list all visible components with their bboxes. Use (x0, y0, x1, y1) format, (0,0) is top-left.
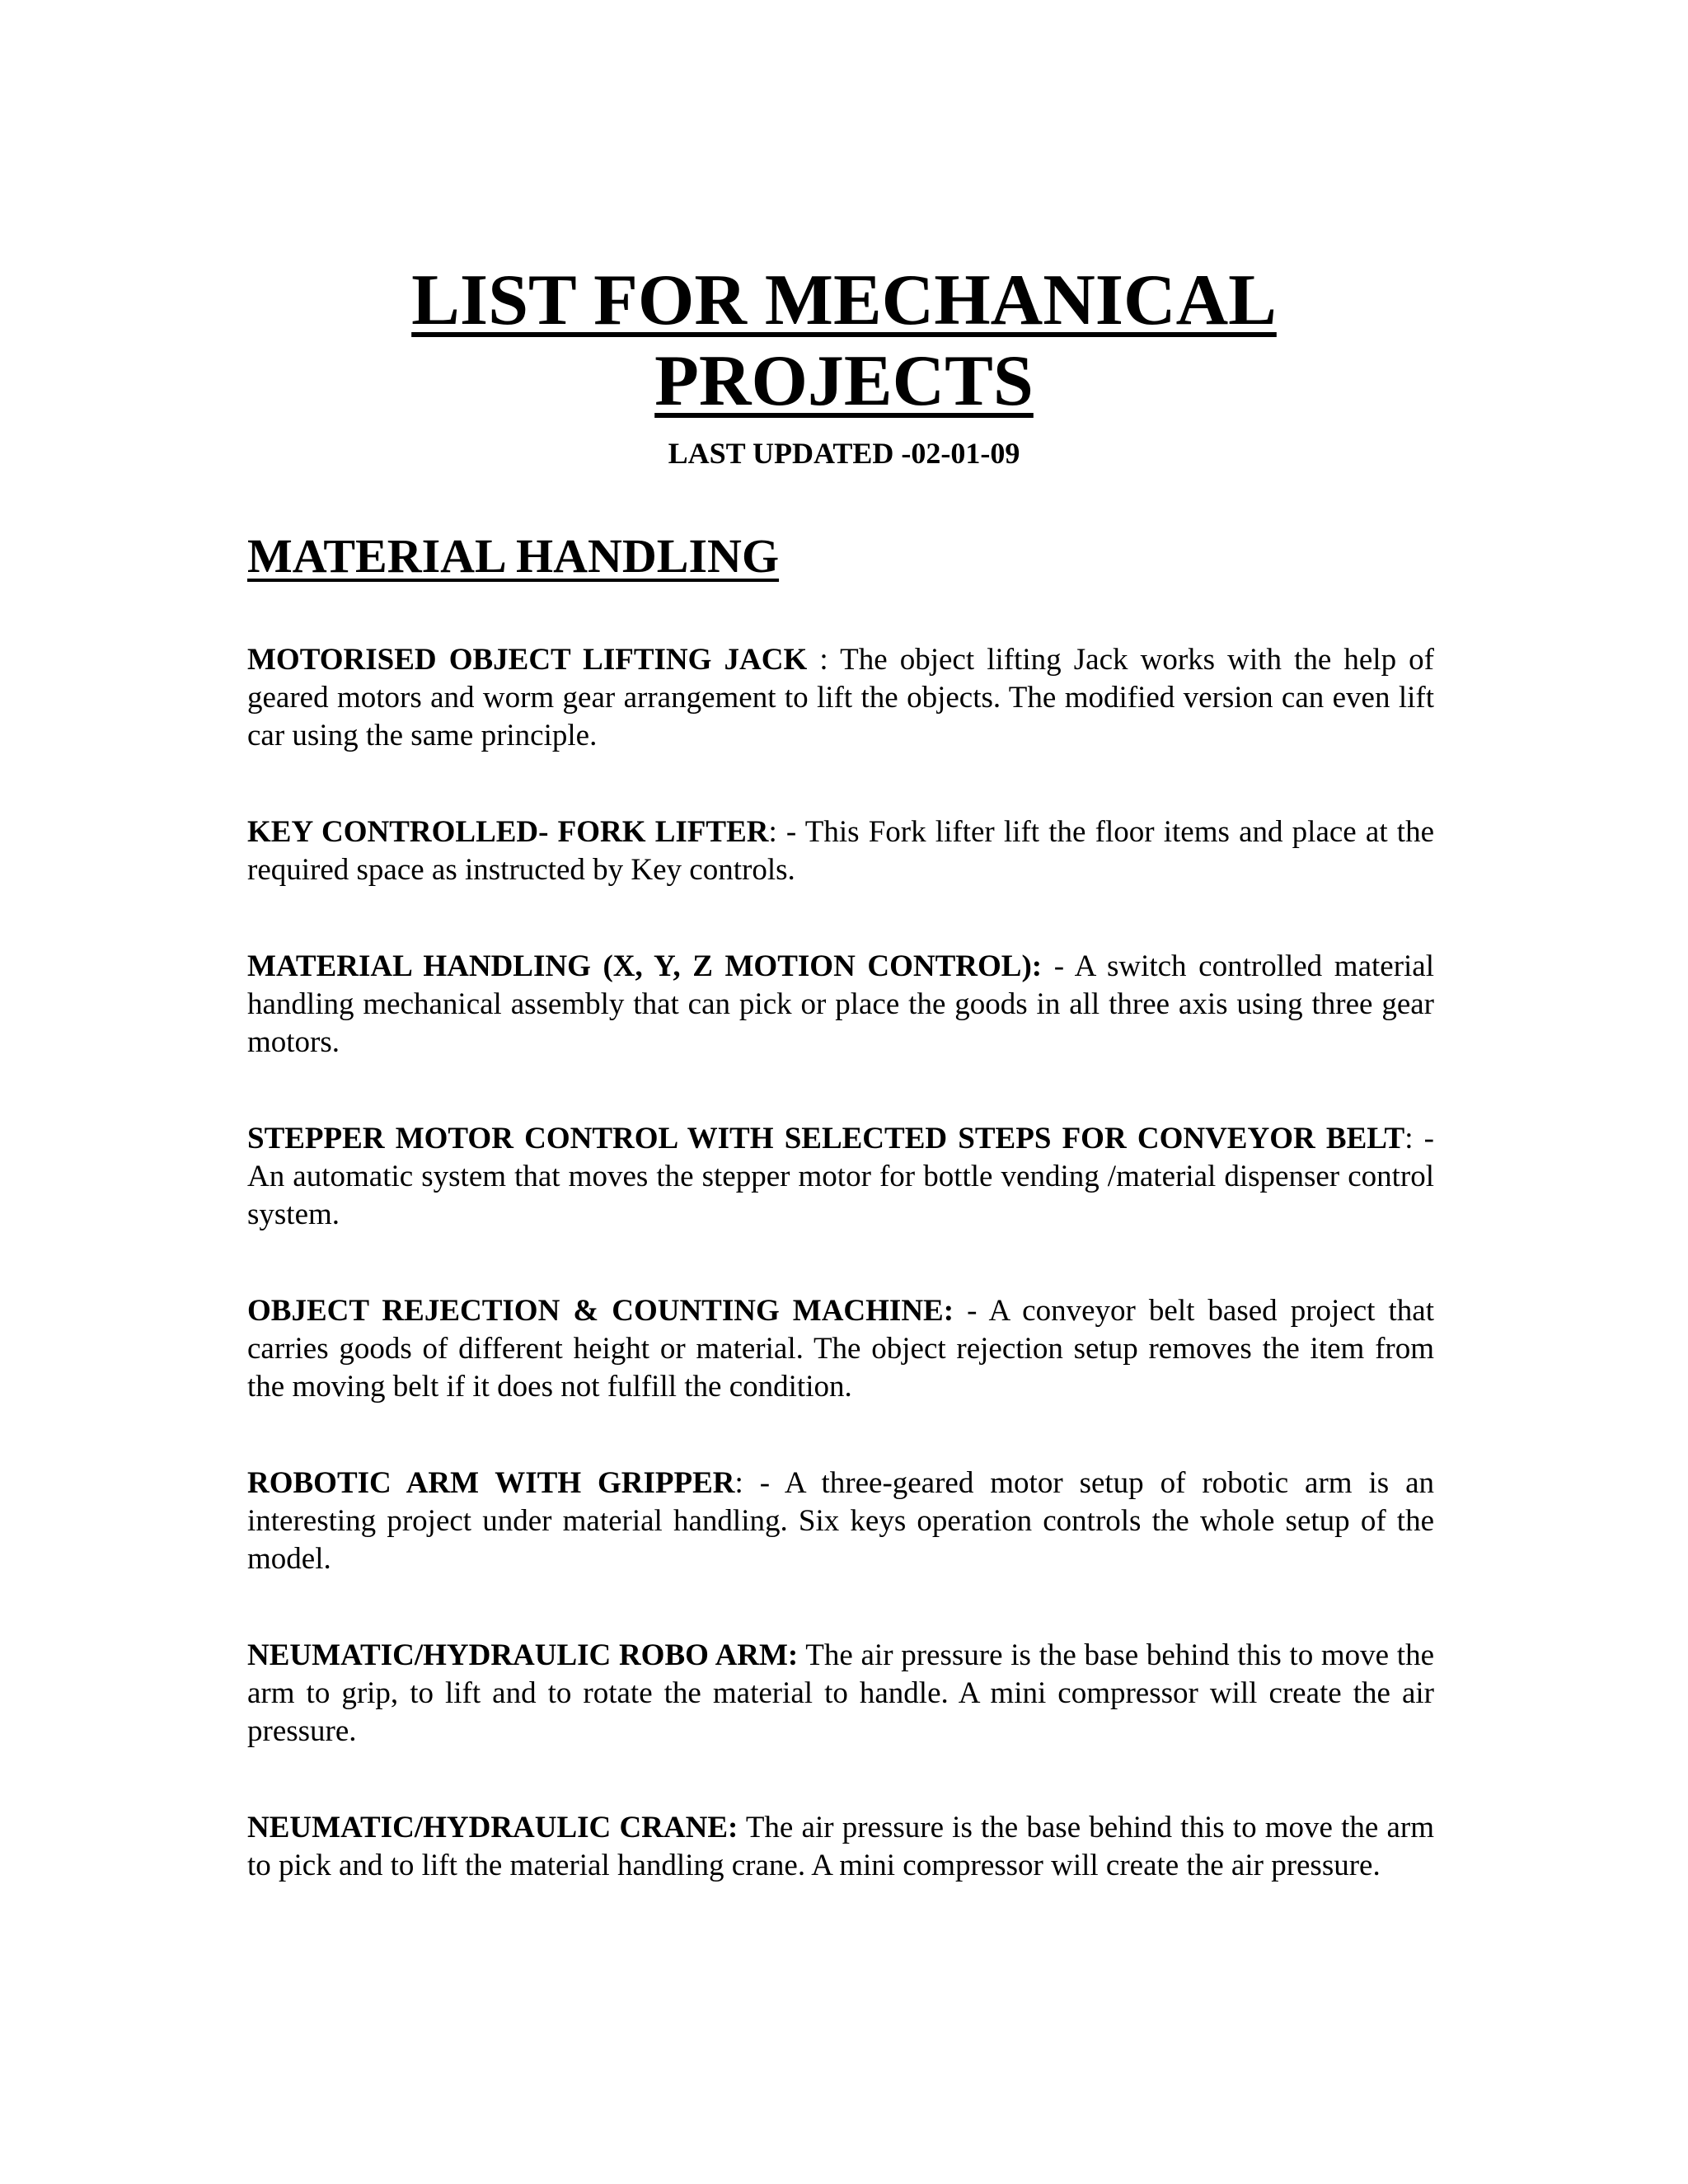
project-name: MOTORISED OBJECT LIFTING JACK (247, 643, 808, 677)
document-title-line-2: PROJECTS (654, 341, 1034, 421)
project-description: : - This Fork lifter lift the floor items and place at the required space as instructed by Key controls. (247, 815, 1434, 887)
project-description: : -An automatic system that moves the stepper motor for bottle vending /material dispenser control system. (247, 1122, 1434, 1231)
project-entry-pneumatic-crane (247, 1809, 1434, 1885)
project-name: KEY CONTROLLED- FORK LIFTER (247, 815, 769, 849)
project-name: STEPPER MOTOR CONTROL WITH SELECTED STEPS FOR CONVEYOR BELT (247, 1122, 1405, 1155)
project-description: - A switch controlled material handling mechanical assembly that can pick or place the goods in all three axis using three gear motors. (247, 949, 1435, 1059)
project-name: ROBOTIC ARM WITH GRIPPER (247, 1466, 735, 1500)
project-entry-pneumatic-robo-arm (247, 1637, 1434, 1750)
project-description: The air pressure is the base behind this to move the arm to grip, to lift and to rotate the material to handle. A mini compressor will create the air pressure. (247, 1638, 1435, 1748)
project-entry-fork-lifter (247, 813, 1434, 889)
project-name: NEUMATIC/HYDRAULIC ROBO ARM: (247, 1638, 799, 1672)
project-entry-robotic-arm (247, 1465, 1434, 1578)
project-name: MATERIAL HANDLING (X, Y, Z MOTION CONTROL): (247, 949, 1043, 983)
document-title-line-1: LIST FOR MECHANICAL (411, 260, 1277, 340)
project-description: : - A three-geared motor setup of robotic arm is an interesting project under material handling. Six keys operation controls the whole setup of the model. (247, 1466, 1434, 1576)
section-heading: MATERIAL HANDLING (247, 529, 780, 583)
project-description: - A conveyor belt based project that carries goods of different height or material. The object rejection setup removes the item from the moving belt if it does not fulfill the condition. (247, 1294, 1434, 1404)
project-entry-stepper-conveyor (247, 1120, 1434, 1234)
project-entry-object-rejection (247, 1292, 1434, 1406)
last-updated-label: LAST UPDATED -02-01-09 (668, 437, 1020, 470)
project-name: NEUMATIC/HYDRAULIC CRANE: (247, 1811, 738, 1844)
project-name: OBJECT REJECTION & COUNTING MACHINE: (247, 1294, 954, 1328)
project-description: : The object lifting Jack works with the help of geared motors and worm gear arrangement to lift the objects. The modified version can even lift car using the same principle. (247, 643, 1435, 752)
project-entry-xyz-motion (247, 948, 1434, 1062)
project-entry-lifting-jack (247, 641, 1434, 755)
project-description: The air pressure is the base behind this to move the arm to pick and to lift the material handling crane. A mini compressor will create the air pressure. (247, 1811, 1435, 1882)
